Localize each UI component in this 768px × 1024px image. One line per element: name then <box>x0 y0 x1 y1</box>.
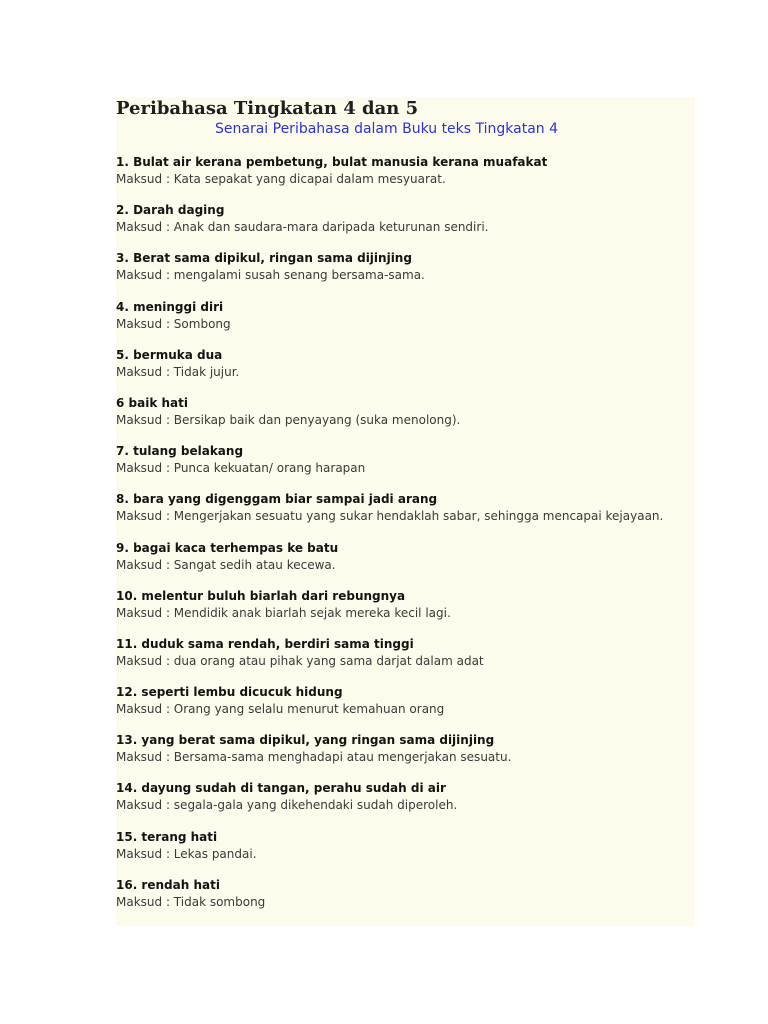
proverb-entry <box>116 635 691 683</box>
proverb-text: 16. rendah hati <box>116 877 220 892</box>
proverb-list <box>116 153 691 924</box>
proverb-entry <box>116 828 691 876</box>
proverb-meaning: Maksud : Mengerjakan sesuatu yang sukar hendaklah sabar, sehingga mencapai kejayaan. <box>116 509 664 524</box>
proverb-text: 12. seperti lembu dicucuk hidung <box>116 685 343 700</box>
proverb-text: 6 baik hati <box>116 395 188 410</box>
proverb-text: 7. tulang belakang <box>116 444 244 459</box>
proverb-meaning: Maksud : Orang yang selalu menurut kemahuan orang <box>116 702 445 717</box>
proverb-meaning: Maksud : Lekas pandai. <box>116 846 257 861</box>
proverb-meaning: Maksud : Bersama-sama menghadapi atau mengerjakan sesuatu. <box>116 750 512 765</box>
proverb-text: 11. duduk sama rendah, berdiri sama tinggi <box>116 636 414 651</box>
proverb-entry <box>116 394 691 442</box>
proverb-meaning: Maksud : Kata sepakat yang dicapai dalam mesyuarat. <box>116 172 446 186</box>
proverb-meaning: Maksud : dua orang atau pihak yang sama darjat dalam adat <box>116 653 484 668</box>
proverb-meaning: Maksud : Tidak jujur. <box>116 364 240 379</box>
proverb-entry <box>116 539 691 587</box>
proverb-text: 4. meninggi diri <box>116 299 224 314</box>
proverb-text: 5. bermuka dua <box>116 347 223 362</box>
proverb-text: 2. Darah daging <box>116 203 225 218</box>
proverb-meaning: Maksud : Tidak sombong <box>116 894 266 909</box>
proverb-text: 14. dayung sudah di tangan, perahu sudah di air <box>116 781 446 796</box>
proverb-text: 13. yang berat sama dipikul, yang ringan sama dijinjing <box>116 733 495 748</box>
proverb-entry <box>116 249 691 297</box>
proverb-text: 10. melentur buluh biarlah dari rebungnya <box>116 588 406 603</box>
proverb-entry <box>116 490 691 538</box>
proverb-entry <box>116 587 691 635</box>
proverb-entry <box>116 346 691 394</box>
proverb-meaning: Maksud : Anak dan saudara-mara daripada keturunan sendiri. <box>116 220 489 235</box>
proverb-text: 8. bara yang digenggam biar sampai jadi arang <box>116 492 438 507</box>
proverb-meaning: Maksud : mengalami susah senang bersama-sama. <box>116 268 425 283</box>
proverb-entry <box>116 731 691 779</box>
proverb-entry <box>116 298 691 346</box>
proverb-text: 1. Bulat air kerana pembetung, bulat manusia kerana muafakat <box>116 155 548 169</box>
proverb-text: 3. Berat sama dipikul, ringan sama dijinjing <box>116 251 412 266</box>
proverb-entry <box>116 876 691 924</box>
proverb-meaning: Maksud : Mendidik anak biarlah sejak mereka kecil lagi. <box>116 605 451 620</box>
proverb-meaning: Maksud : Sangat sedih atau kecewa. <box>116 557 336 572</box>
proverb-meaning: Maksud : Sombong <box>116 316 231 331</box>
proverb-entry <box>116 201 691 249</box>
proverb-entry <box>116 153 691 201</box>
document-subtitle: Senarai Peribahasa dalam Buku teks Tingkatan 4 <box>215 121 559 137</box>
proverb-meaning: Maksud : segala-gala yang dikehendaki sudah diperoleh. <box>116 798 458 813</box>
document-title: Peribahasa Tingkatan 4 dan 5 <box>116 98 419 119</box>
proverb-entry <box>116 683 691 731</box>
proverb-meaning: Maksud : Punca kekuatan/ orang harapan <box>116 461 366 476</box>
proverb-text: 9. bagai kaca terhempas ke batu <box>116 540 339 555</box>
proverb-text: 15. terang hati <box>116 829 218 844</box>
proverb-meaning: Maksud : Bersikap baik dan penyayang (suka menolong). <box>116 412 461 427</box>
proverb-entry <box>116 779 691 827</box>
proverb-entry <box>116 442 691 490</box>
